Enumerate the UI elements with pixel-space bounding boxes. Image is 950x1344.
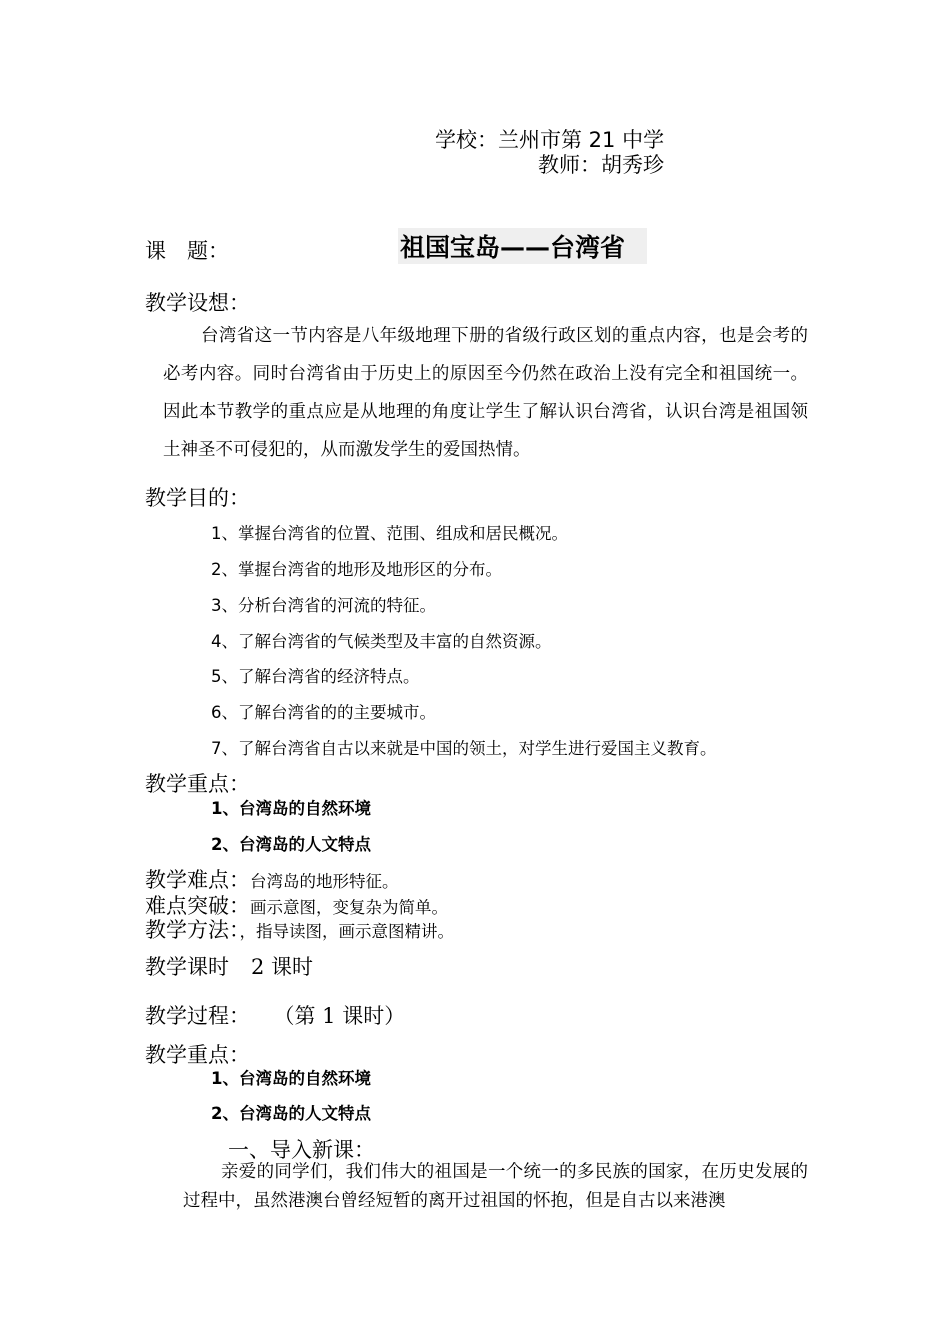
objective-item: 7、了解台湾省自古以来就是中国的领土，对学生进行爱国主义教育。 <box>211 739 717 758</box>
difficulty-label: 教学难点： <box>145 868 250 892</box>
process-value: （第 1 课时） <box>284 1004 406 1028</box>
process-label: 教学过程： <box>145 1004 250 1028</box>
objective-item: 5、了解台湾省的经济特点。 <box>211 667 420 686</box>
key-points-heading: 教学重点： <box>145 772 250 796</box>
objectives-heading: 教学目的： <box>145 486 250 510</box>
method-label: 教学方法： <box>145 918 240 942</box>
page-title: 祖国宝岛——台湾省 <box>398 228 647 264</box>
school-name: 学校：兰州市第 21 中学 <box>435 128 665 152</box>
topic-label: 课 题： <box>145 239 229 263</box>
difficulty-value: 台湾岛的地形特征。 <box>250 872 399 891</box>
breakthrough-label: 难点突破： <box>145 894 250 918</box>
objective-item: 3、分析台湾省的河流的特征。 <box>211 596 436 615</box>
key-points-heading-2: 教学重点： <box>145 1043 250 1067</box>
design-paragraph: 台湾省这一节内容是八年级地理下册的省级行政区划的重点内容，也是会考的必考内容。同时台湾省由于历史上的原因至今仍然在政治上没有完全和祖国统一。因此本节教学的重点应是从地理的角度让学生了解认识台湾省，认识台湾是祖国领土神圣不可侵犯的，从而激发学生的爱国热情。 <box>163 326 808 460</box>
objective-item: 4、了解台湾省的气候类型及丰富的自然资源。 <box>211 632 552 651</box>
key-point-item: 1、台湾岛的自然环境 <box>211 799 371 818</box>
objective-item: 2、掌握台湾省的地形及地形区的分布。 <box>211 560 502 579</box>
design-heading: 教学设想： <box>145 291 250 315</box>
method-value: ，指导读图，画示意图精讲。 <box>239 922 454 941</box>
method-row <box>145 914 454 944</box>
process-row <box>145 1000 405 1030</box>
hours-label: 教学课时 <box>145 955 229 979</box>
intro-heading: 一、导入新课： <box>228 1138 375 1162</box>
key-point-item: 2、台湾岛的人文特点 <box>211 835 371 854</box>
key-point-item: 2、台湾岛的人文特点 <box>211 1104 371 1123</box>
hours-row <box>145 951 313 981</box>
key-point-item: 1、台湾岛的自然环境 <box>211 1069 371 1088</box>
intro-paragraph: 亲爱的同学们，我们伟大的祖国是一个统一的多民族的国家，在历史发展的过程中，虽然港澳台曾经短暂的离开过祖国的怀抱，但是自古以来港澳 <box>183 1162 808 1211</box>
hours-value: 2 课时 <box>251 955 314 979</box>
objective-item: 1、掌握台湾省的位置、范围、组成和居民概况。 <box>211 524 568 543</box>
teacher-name: 教师：胡秀珍 <box>538 153 664 177</box>
breakthrough-value: 画示意图，变复杂为简单。 <box>250 898 448 917</box>
objective-item: 6、了解台湾省的的主要城市。 <box>211 703 436 722</box>
